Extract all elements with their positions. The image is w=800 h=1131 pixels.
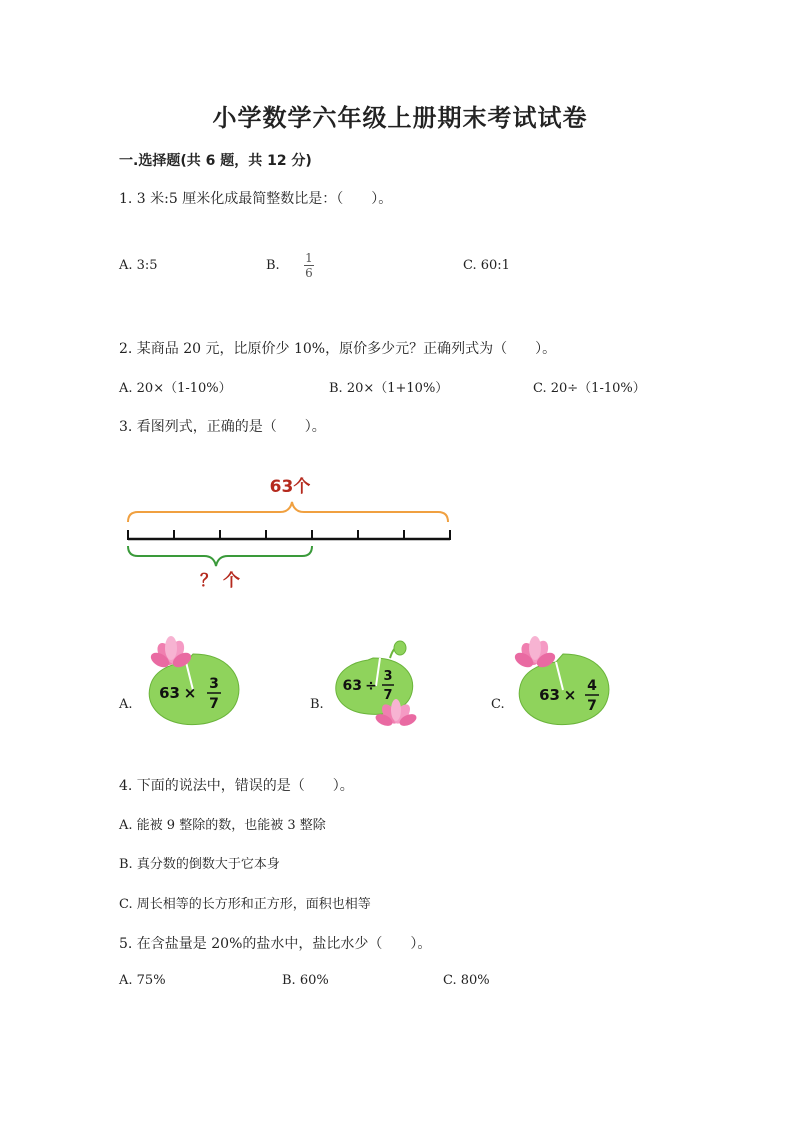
question-4-stem: 4. 下面的说法中，错误的是（ ）。 xyxy=(119,778,354,794)
pad-b-denominator: 7 xyxy=(383,688,393,703)
segment-diagram xyxy=(120,470,460,595)
pad-a-numerator: 3 xyxy=(209,676,219,692)
q5-option-c: C. 80% xyxy=(443,973,490,988)
q1-option-b-fraction xyxy=(304,251,314,280)
q3-option-a: A. xyxy=(119,697,133,712)
question-2-stem: 2. 某商品 20 元，比原价少 10%，原价多少元？正确列式为（ ）。 xyxy=(119,341,557,357)
q4-option-a: A. 能被 9 整除的数，也能被 3 整除 xyxy=(119,818,326,833)
diagram-bottom-label: ？ 个 xyxy=(200,571,240,591)
fraction-numerator: 1 xyxy=(305,251,313,265)
page-title: 小学数学六年级上册期末考试试卷 xyxy=(212,103,588,132)
fraction-denominator: 6 xyxy=(305,266,313,280)
pad-c-denominator: 7 xyxy=(587,698,597,714)
lily-pad-b xyxy=(328,640,428,735)
pad-b-operand: 63 xyxy=(342,678,362,694)
pad-a-operand: 63 xyxy=(159,684,180,702)
q3-option-c: C. xyxy=(491,697,505,712)
q2-option-b: B. 20×（1+10%） xyxy=(329,381,449,396)
pad-c-numerator: 4 xyxy=(587,678,597,694)
q2-option-a: A. 20×（1-10%） xyxy=(119,381,232,396)
lotus-bud-icon xyxy=(394,641,406,655)
q2-option-c: C. 20÷（1-10%） xyxy=(533,381,646,396)
section-heading: 一.选择题(共 6 题，共 12 分) xyxy=(119,153,312,169)
q3-option-b: B. xyxy=(310,697,324,712)
question-3-stem: 3. 看图列式，正确的是（ ）。 xyxy=(119,419,326,435)
pad-a-denominator: 7 xyxy=(209,696,219,712)
pad-b-numerator: 3 xyxy=(383,669,393,684)
pad-c-operator: × xyxy=(563,686,577,704)
question-1-stem: 1. 3 米:5 厘米化成最简整数比是：（ ）。 xyxy=(119,191,393,207)
pad-c-operand: 63 xyxy=(539,686,560,704)
q1-option-c: C. 60:1 xyxy=(463,258,510,273)
diagram-top-label: 63个 xyxy=(269,477,311,497)
q5-option-b: B. 60% xyxy=(282,973,329,988)
q5-option-a: A. 75% xyxy=(119,973,166,988)
pad-b-operator: ÷ xyxy=(365,678,377,694)
pad-a-operator: × xyxy=(183,684,197,702)
top-brace xyxy=(128,502,448,522)
question-5-stem: 5. 在含盐量是 20%的盐水中，盐比水少（ ）。 xyxy=(119,936,432,952)
q4-option-b: B. 真分数的倒数大于它本身 xyxy=(119,857,280,872)
q1-option-a: A. 3:5 xyxy=(119,258,158,273)
lily-pad-c xyxy=(508,632,618,732)
bottom-brace xyxy=(128,546,312,566)
q4-option-c: C. 周长相等的长方形和正方形，面积也相等 xyxy=(119,897,371,912)
q1-option-b: B. xyxy=(266,258,280,273)
lily-pad-a xyxy=(138,632,248,732)
